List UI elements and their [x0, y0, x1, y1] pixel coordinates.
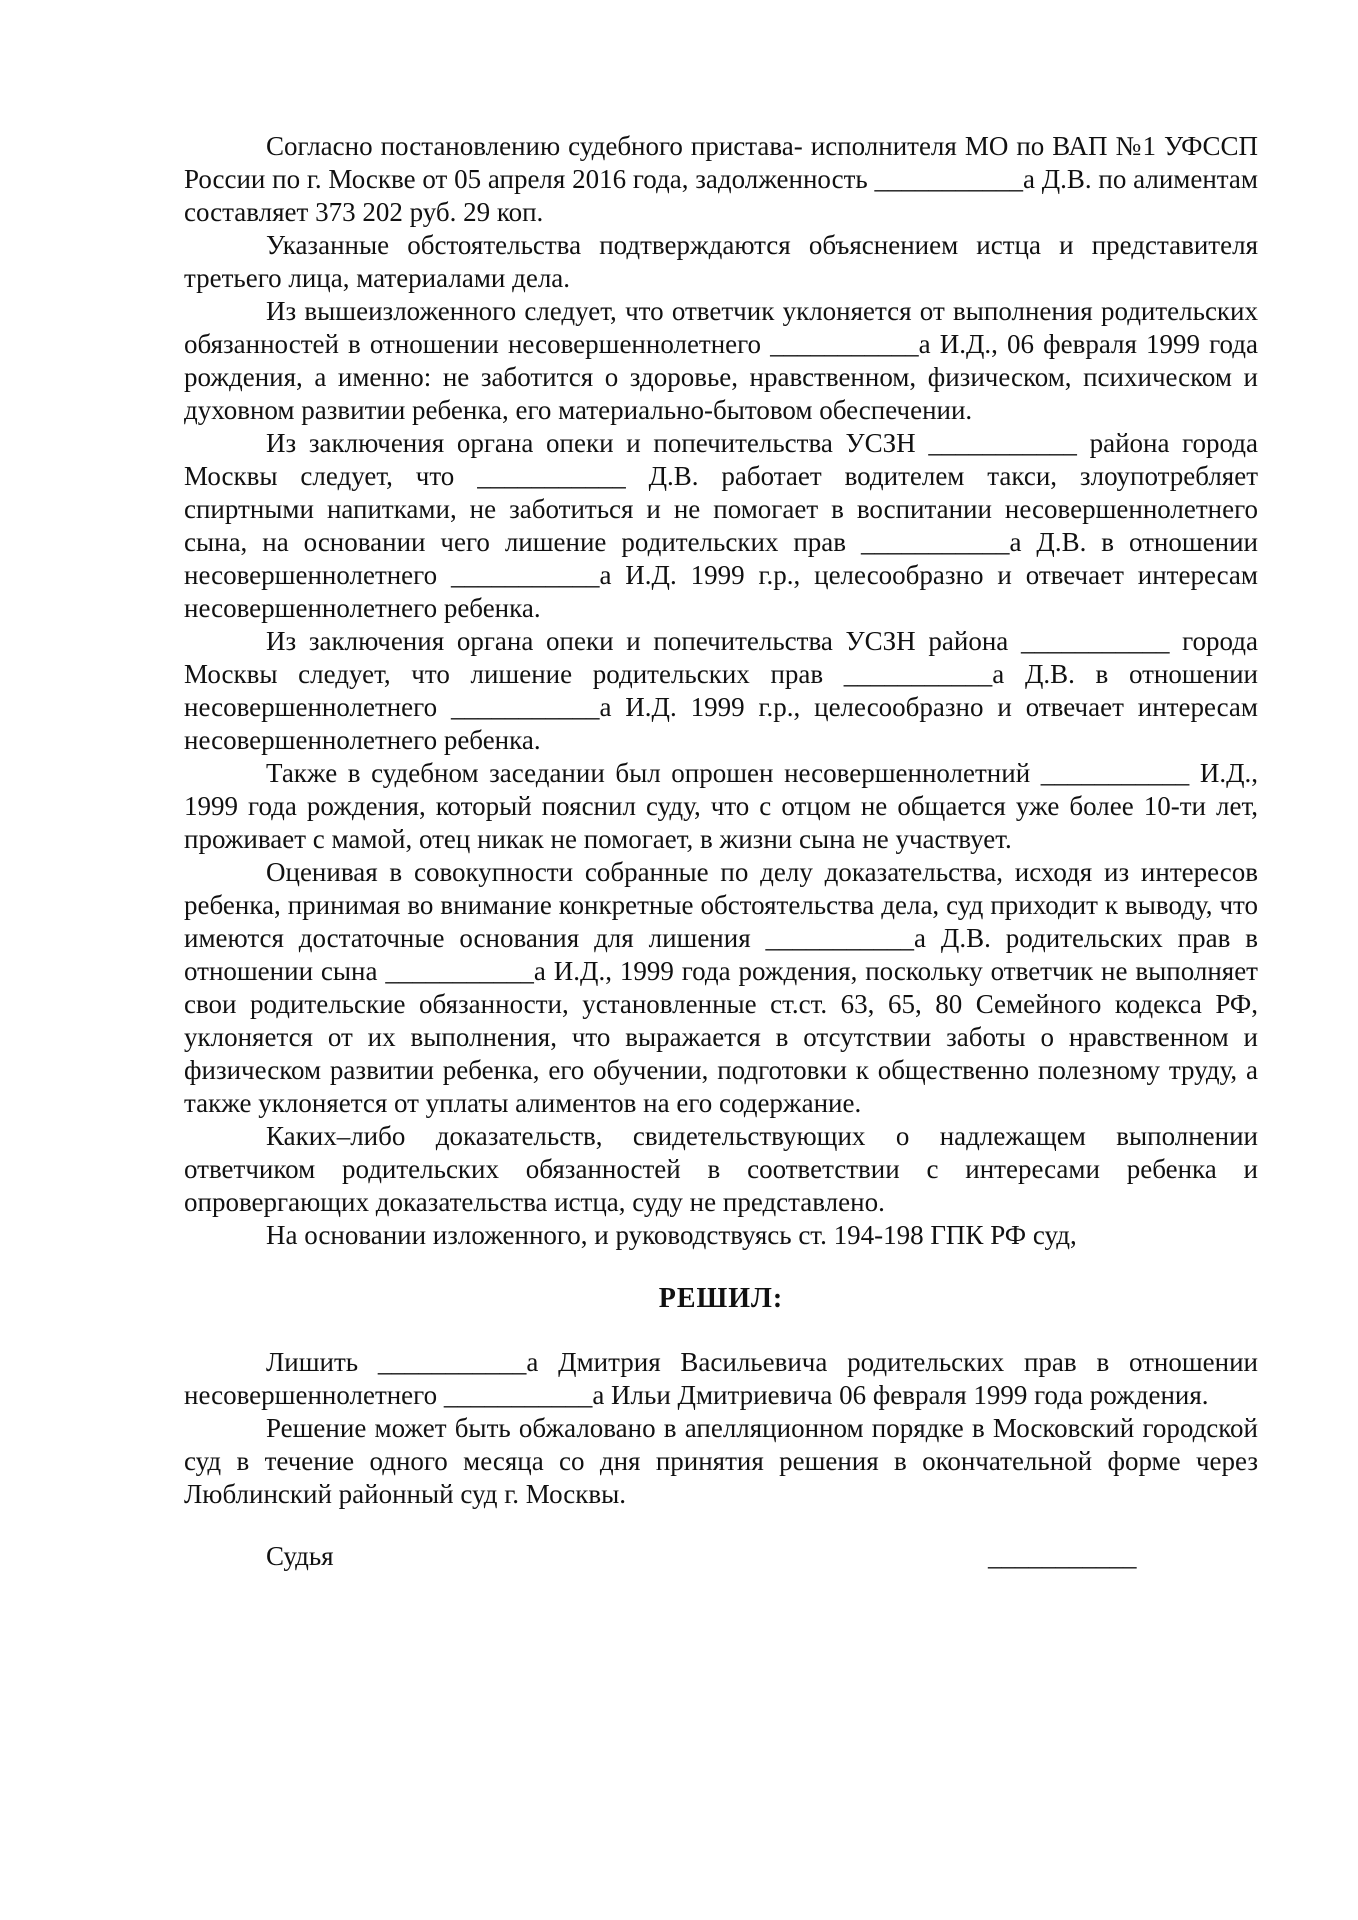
paragraph-evidence: Указанные обстоятельства подтверждаются объяснением истца и представителя третьего лица, материалами дела. — [184, 230, 1258, 293]
paragraph-minor-testimony: Также в судебном заседании был опрошен несовершеннолетний ___________ И.Д., 1999 года рождения, который пояснил суду, что с отцом не общается уже более 10-ти лет, проживает с мамой, отец никак не помогает, в жизни сына не участвует. — [184, 758, 1258, 854]
document-page — [184, 130, 1258, 1573]
signature-line: ___________ — [988, 1541, 1137, 1571]
paragraph-court-assessment: Оценивая в совокупности собранные по делу доказательства, исходя из интересов ребенка, принимая во внимание конкретные обстоятельства дела, суд приходит к выводу, что имеются достаточные основания для лишения ___________а Д.В. родительских прав в отношении сына ___________а И.Д., 1999 года рождения, поскольку ответчик не выполняет свои родительские обязанности, установленные ст.ст. 63, 65, 80 Семейного кодекса РФ, уклоняется от их выполнения, что выражается в отсутствии заботы о нравственном и физическом развитии ребенка, его обучении, подготовки к общественно полезному труду, а также уклоняется от уплаты алиментов на его содержание. — [184, 857, 1258, 1118]
paragraph-evasion: Из вышеизложенного следует, что ответчик уклоняется от выполнения родительских обязанностей в отношении несовершеннолетнего ___________а И.Д., 06 февраля 1999 года рождения, а именно: не заботится о здоровье, нравственном, физическом, психическом и духовном развитии ребенка, его материально-бытовом обеспечении. — [184, 296, 1258, 425]
paragraph-appeal: Решение может быть обжаловано в апелляционном порядке в Московский городской суд в течение одного месяца со дня принятия решения в окончательной форме через Люблинский районный суд г. Москвы. — [184, 1413, 1258, 1509]
paragraph-guardianship-conclusion-2: Из заключения органа опеки и попечительства УСЗН района ___________ города Москвы следует, что лишение родительских прав ___________а Д.В. в отношении несовершеннолетнего ___________а И.Д. 1999 г.р., целесообразно и отвечает интересам несовершеннолетнего ребенка. — [184, 626, 1258, 755]
paragraph-guardianship-conclusion-1: Из заключения органа опеки и попечительства УСЗН ___________ района города Москвы следует, что ___________ Д.В. работает водителем такси, злоупотребляет спиртными напитками, не заботиться и не помогает в воспитании несовершеннолетнего сына, на основании чего лишение родительских прав ___________а Д.В. в отношении несовершеннолетнего ___________а И.Д. 1999 г.р., целесообразно и отвечает интересам несовершеннолетнего ребенка. — [184, 428, 1258, 623]
judge-label: Судья — [266, 1541, 334, 1571]
paragraph-legal-basis: На основании изложенного, и руководствуясь ст. 194-198 ГПК РФ суд, — [266, 1220, 1077, 1250]
paragraph-no-evidence: Каких–либо доказательств, свидетельствующих о надлежащем выполнении ответчиком родительских обязанностей в соответствии с интересами ребенка и опровергающих доказательства истца, суду не представлено. — [184, 1121, 1258, 1217]
decision-heading: РЕШИЛ: — [658, 1283, 784, 1314]
paragraph-decision: Лишить ___________а Дмитрия Васильевича родительских прав в отношении несовершеннолетнего ___________а Ильи Дмитриевича 06 февраля 1999 года рождения. — [184, 1347, 1258, 1410]
paragraph-debt: Согласно постановлению судебного пристава- исполнителя МО по ВАП №1 УФССП России по г. Москве от 05 апреля 2016 года, задолженность ___________а Д.В. по алиментам составляет 373 202 руб. 29 коп. — [184, 131, 1258, 227]
signature-block — [184, 1540, 1258, 1573]
